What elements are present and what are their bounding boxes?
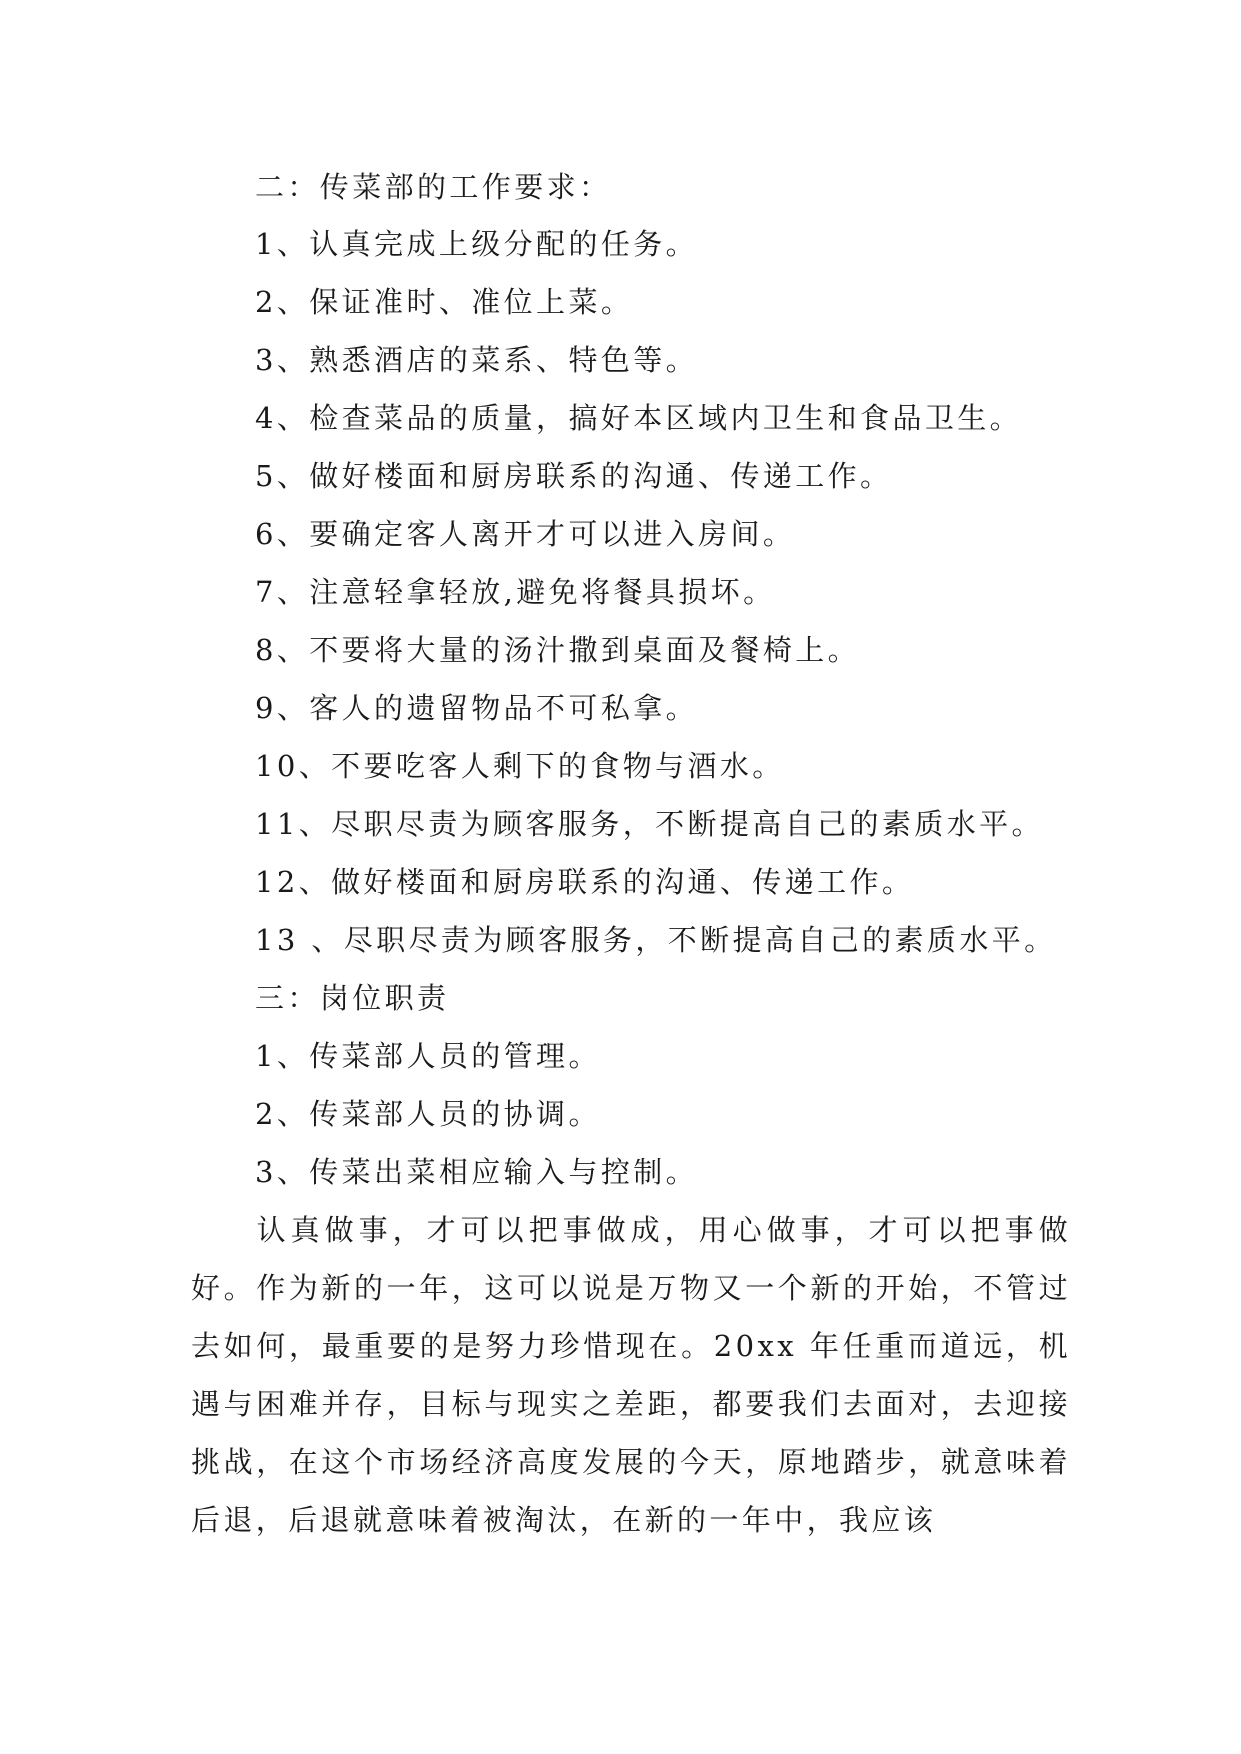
- section2-item-2: 2、保证准时、准位上菜。: [255, 285, 634, 319]
- closing-paragraph: [191, 1201, 1071, 1549]
- section2-item-8: 8、不要将大量的汤汁撒到桌面及餐椅上。: [255, 633, 861, 667]
- section2-heading: 二：传菜部的工作要求：: [255, 170, 612, 204]
- section2-item-6: 6、要确定客人离开才可以进入房间。: [255, 517, 796, 551]
- section2-item-10: 10、不要吃客人剩下的食物与酒水。: [255, 749, 785, 783]
- section2-item-7: 7、注意轻拿轻放,避免将餐具损坏。: [255, 575, 776, 609]
- section2-item-9: 9、客人的遗留物品不可私拿。: [255, 691, 699, 725]
- closing-paragraph-text: 认真做事，才可以把事做成，用心做事，才可以把事做好。作为新的一年，这可以说是万物又一个新的开始，不管过去如何，最重要的是努力珍惜现在。20xx 年任重而道远，机遇与困难并存，目标与现实之差距，都要我们去面对，去迎接挑战，在这个市场经济高度发展的今天，原地踏步，就意味着后退，后退就意味着被淘汰，在新的一年中，我应该: [191, 1213, 1071, 1537]
- section2-item-11: 11、尽职尽责为顾客服务，不断提高自己的素质水平。: [255, 807, 1044, 841]
- section2-item-13: 13 、尽职尽责为顾客服务，不断提高自己的素质水平。: [255, 923, 1057, 957]
- section3-item-3: 3、传菜出菜相应输入与控制。: [255, 1155, 699, 1189]
- section2-item-4: 4、检查菜品的质量，搞好本区域内卫生和食品卫生。: [255, 401, 1023, 435]
- section3-item-1: 1、传菜部人员的管理。: [255, 1039, 601, 1073]
- section2-item-1: 1、认真完成上级分配的任务。: [255, 227, 699, 261]
- section2-item-5: 5、做好楼面和厨房联系的沟通、传递工作。: [255, 459, 893, 493]
- section3-item-2: 2、传菜部人员的协调。: [255, 1097, 601, 1131]
- section2-item-12: 12、做好楼面和厨房联系的沟通、传递工作。: [255, 865, 915, 899]
- section3-heading: 三：岗位职责: [255, 981, 450, 1015]
- section2-item-3: 3、熟悉酒店的菜系、特色等。: [255, 343, 699, 377]
